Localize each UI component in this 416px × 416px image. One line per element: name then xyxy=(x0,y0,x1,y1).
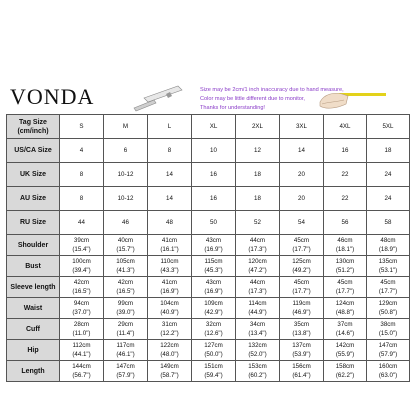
table-cell: 18 xyxy=(367,139,410,163)
cm-value: 43cm xyxy=(205,279,222,286)
inch-value: (15.4") xyxy=(72,246,91,253)
table-cell xyxy=(148,235,192,256)
table-cell: 22 xyxy=(324,163,367,187)
table-row xyxy=(7,187,410,211)
row-label: UK Size xyxy=(7,163,60,187)
table-cell xyxy=(324,319,367,340)
table-cell xyxy=(367,319,410,340)
table-cell xyxy=(60,277,104,298)
table-cell: 50 xyxy=(192,211,236,235)
cm-value: 109cm xyxy=(204,300,223,307)
inch-value: (12.6") xyxy=(204,330,223,337)
cm-value: 130cm xyxy=(335,258,355,265)
table-cell: 20 xyxy=(280,187,324,211)
inch-value: (45.3") xyxy=(204,267,223,274)
table-cell xyxy=(104,235,148,256)
notice-line: Size may be 2cm/1 inch inaccuracy due to hand measure, xyxy=(200,87,344,93)
inch-value: (47.2") xyxy=(248,267,267,274)
cm-value: 38cm xyxy=(380,321,396,328)
row-label: Sleeve length xyxy=(7,277,60,298)
inch-value: (46.1") xyxy=(116,351,135,358)
table-cell: 56 xyxy=(324,211,367,235)
cm-value: 144cm xyxy=(72,363,91,370)
inch-value: (37.0") xyxy=(72,309,91,316)
cm-value: 43cm xyxy=(205,237,222,244)
table-cell xyxy=(192,319,236,340)
cm-value: 112cm xyxy=(72,342,91,349)
table-cell xyxy=(192,340,236,361)
cm-value: 137cm xyxy=(292,342,311,349)
inch-value: (17.7") xyxy=(378,288,398,295)
table-row xyxy=(7,256,410,277)
table-row xyxy=(7,163,410,187)
cm-value: 45cm xyxy=(337,279,353,286)
table-cell: 46 xyxy=(104,211,148,235)
size-column-header: XL xyxy=(192,115,236,139)
table-cell xyxy=(367,277,410,298)
table-cell: 24 xyxy=(367,187,410,211)
inch-value: (53.9") xyxy=(292,351,311,358)
table-cell xyxy=(280,298,324,319)
cm-value: 119cm xyxy=(292,300,311,307)
size-column-header: 2XL xyxy=(236,115,280,139)
cm-value: 142cm xyxy=(335,342,355,349)
table-cell xyxy=(367,256,410,277)
cm-value: 115cm xyxy=(204,258,223,265)
table-cell xyxy=(148,319,192,340)
cm-value: 132cm xyxy=(248,342,267,349)
row-label: US/CA Size xyxy=(7,139,60,163)
cm-value: 41cm xyxy=(161,279,178,286)
table-cell xyxy=(104,340,148,361)
table-cell xyxy=(236,340,280,361)
table-cell xyxy=(104,361,148,382)
inch-value: (46.9") xyxy=(292,309,311,316)
table-cell xyxy=(60,256,104,277)
table-cell: 54 xyxy=(280,211,324,235)
cm-value: 122cm xyxy=(160,342,179,349)
size-chart-table xyxy=(6,114,410,382)
cm-value: 151cm xyxy=(204,363,223,370)
inch-value: (50.0") xyxy=(204,351,223,358)
table-cell xyxy=(60,298,104,319)
cm-value: 41cm xyxy=(161,237,178,244)
row-label: Bust xyxy=(7,256,60,277)
cm-value: 129cm xyxy=(378,300,398,307)
table-row xyxy=(7,319,410,340)
table-cell: 16 xyxy=(192,163,236,187)
row-label: Tag Size (cm/inch) xyxy=(7,115,60,139)
cm-value: 114cm xyxy=(248,300,267,307)
inch-value: (56.7") xyxy=(72,372,91,379)
table-cell: 14 xyxy=(280,139,324,163)
table-cell xyxy=(236,361,280,382)
table-cell: 10-12 xyxy=(104,187,148,211)
table-cell xyxy=(104,298,148,319)
table-cell: 8 xyxy=(148,139,192,163)
cm-value: 37cm xyxy=(337,321,353,328)
cm-value: 153cm xyxy=(248,363,267,370)
size-column-header: 3XL xyxy=(280,115,324,139)
inch-value: (39.0") xyxy=(116,309,135,316)
table-cell xyxy=(192,256,236,277)
inch-value: (57.9") xyxy=(378,351,398,358)
cm-value: 100cm xyxy=(72,258,91,265)
table-cell xyxy=(367,340,410,361)
table-cell: 14 xyxy=(148,187,192,211)
cm-value: 135cm xyxy=(378,258,398,265)
cm-value: 39cm xyxy=(73,237,90,244)
table-cell: 44 xyxy=(60,211,104,235)
inch-value: (16.5") xyxy=(116,288,135,295)
cm-value: 105cm xyxy=(116,258,135,265)
inch-value: (16.5") xyxy=(72,288,91,295)
table-cell xyxy=(324,340,367,361)
inch-value: (18.9") xyxy=(378,246,398,253)
table-cell xyxy=(280,235,324,256)
cm-value: 104cm xyxy=(160,300,179,307)
cm-value: 29cm xyxy=(117,321,134,328)
cm-value: 127cm xyxy=(204,342,223,349)
table-cell xyxy=(324,235,367,256)
table-cell xyxy=(192,235,236,256)
inch-value: (11.0") xyxy=(72,330,91,337)
table-cell xyxy=(367,235,410,256)
table-cell xyxy=(280,256,324,277)
notice-line: Color may be little different due to monitor, xyxy=(200,96,305,102)
ruler-hand-icon xyxy=(318,84,388,112)
cm-value: 45cm xyxy=(380,279,396,286)
cm-value: 35cm xyxy=(293,321,310,328)
inch-value: (17.3") xyxy=(248,288,267,295)
inch-value: (51.2") xyxy=(335,267,355,274)
inch-value: (41.3") xyxy=(116,267,135,274)
cm-value: 120cm xyxy=(248,258,267,265)
table-row xyxy=(7,277,410,298)
notice-line: Thanks for understanding! xyxy=(200,105,265,111)
inch-value: (63.0") xyxy=(378,372,398,379)
inch-value: (15.7") xyxy=(116,246,135,253)
table-row xyxy=(7,139,410,163)
cm-value: 149cm xyxy=(160,363,179,370)
inch-value: (12.2") xyxy=(160,330,179,337)
inch-value: (55.9") xyxy=(335,351,355,358)
table-cell xyxy=(324,256,367,277)
cm-value: 147cm xyxy=(116,363,135,370)
table-cell xyxy=(236,298,280,319)
inch-value: (17.7") xyxy=(292,246,311,253)
inch-value: (62.2") xyxy=(335,372,355,379)
row-label: Hip xyxy=(7,340,60,361)
row-label: Length xyxy=(7,361,60,382)
cm-value: 44cm xyxy=(249,237,266,244)
table-row xyxy=(7,235,410,256)
row-label: RU Size xyxy=(7,211,60,235)
table-cell xyxy=(192,361,236,382)
inch-value: (16.1") xyxy=(160,246,179,253)
inch-value: (14.6") xyxy=(335,330,355,337)
table-cell xyxy=(192,298,236,319)
inch-value: (40.9") xyxy=(160,309,179,316)
table-cell: 22 xyxy=(324,187,367,211)
table-cell xyxy=(236,235,280,256)
inch-value: (13.8") xyxy=(292,330,311,337)
inch-value: (43.3") xyxy=(160,267,179,274)
inch-value: (59.4") xyxy=(204,372,223,379)
table-row xyxy=(7,340,410,361)
table-cell: 24 xyxy=(367,163,410,187)
table-cell xyxy=(280,319,324,340)
table-cell: 4 xyxy=(60,139,104,163)
cm-value: 44cm xyxy=(249,279,266,286)
table-cell: 6 xyxy=(104,139,148,163)
size-column-header: L xyxy=(148,115,192,139)
cm-value: 156cm xyxy=(292,363,311,370)
cm-value: 160cm xyxy=(378,363,398,370)
table-cell xyxy=(236,277,280,298)
inch-value: (48.8") xyxy=(335,309,355,316)
cm-value: 48cm xyxy=(380,237,396,244)
cm-value: 40cm xyxy=(117,237,134,244)
table-cell: 52 xyxy=(236,211,280,235)
measuring-tape-icon xyxy=(126,84,196,112)
inch-value: (52.0") xyxy=(248,351,267,358)
table-cell xyxy=(148,256,192,277)
cm-value: 32cm xyxy=(205,321,222,328)
table-cell: 58 xyxy=(367,211,410,235)
inch-value: (16.9") xyxy=(204,246,223,253)
table-cell xyxy=(60,361,104,382)
inch-value: (16.9") xyxy=(204,288,223,295)
table-cell: 8 xyxy=(60,187,104,211)
inch-value: (39.4") xyxy=(72,267,91,274)
table-cell xyxy=(148,340,192,361)
cm-value: 45cm xyxy=(293,279,310,286)
table-cell: 16 xyxy=(192,187,236,211)
row-label: Waist xyxy=(7,298,60,319)
header xyxy=(0,0,416,112)
table-cell xyxy=(324,298,367,319)
inch-value: (48.0") xyxy=(160,351,179,358)
table-row xyxy=(7,211,410,235)
table-cell xyxy=(367,361,410,382)
table-cell xyxy=(104,277,148,298)
inch-value: (13.4") xyxy=(248,330,267,337)
cm-value: 147cm xyxy=(378,342,398,349)
inch-value: (58.7") xyxy=(160,372,179,379)
table-cell: 10-12 xyxy=(104,163,148,187)
inch-value: (53.1") xyxy=(378,267,398,274)
table-cell: 14 xyxy=(148,163,192,187)
row-label: Cuff xyxy=(7,319,60,340)
cm-value: 45cm xyxy=(293,237,310,244)
inch-value: (49.2") xyxy=(292,267,311,274)
inch-value: (44.1") xyxy=(72,351,91,358)
table-cell xyxy=(324,361,367,382)
table-cell xyxy=(280,277,324,298)
cm-value: 42cm xyxy=(117,279,134,286)
table-cell xyxy=(60,340,104,361)
table-cell xyxy=(60,319,104,340)
table-cell xyxy=(104,256,148,277)
row-label: Shoulder xyxy=(7,235,60,256)
table-cell xyxy=(148,298,192,319)
table-cell xyxy=(192,277,236,298)
row-label: AU Size xyxy=(7,187,60,211)
size-column-header: 4XL xyxy=(324,115,367,139)
table-cell: 18 xyxy=(236,187,280,211)
inch-value: (17.7") xyxy=(335,288,355,295)
cm-value: 110cm xyxy=(160,258,179,265)
cm-value: 46cm xyxy=(337,237,353,244)
table-cell: 48 xyxy=(148,211,192,235)
brand-logo: VONDA xyxy=(10,84,95,109)
cm-value: 124cm xyxy=(335,300,355,307)
cm-value: 158cm xyxy=(335,363,355,370)
table-cell: 16 xyxy=(324,139,367,163)
cm-value: 42cm xyxy=(73,279,90,286)
table-cell: 8 xyxy=(60,163,104,187)
table-cell xyxy=(280,361,324,382)
inch-value: (60.2") xyxy=(248,372,267,379)
inch-value: (44.9") xyxy=(248,309,267,316)
inch-value: (17.7") xyxy=(292,288,311,295)
table-cell xyxy=(324,277,367,298)
inch-value: (16.9") xyxy=(160,288,179,295)
inch-value: (57.9") xyxy=(116,372,135,379)
cm-value: 34cm xyxy=(249,321,266,328)
table-cell xyxy=(367,298,410,319)
table-cell xyxy=(236,319,280,340)
cm-value: 28cm xyxy=(73,321,90,328)
cm-value: 117cm xyxy=(116,342,135,349)
cm-value: 31cm xyxy=(161,321,178,328)
table-row xyxy=(7,298,410,319)
table-cell: 18 xyxy=(236,163,280,187)
table-cell xyxy=(148,361,192,382)
size-column-header: M xyxy=(104,115,148,139)
table-cell xyxy=(104,319,148,340)
table-cell: 12 xyxy=(236,139,280,163)
size-column-header: 5XL xyxy=(367,115,410,139)
cm-value: 125cm xyxy=(292,258,311,265)
cm-value: 94cm xyxy=(73,300,90,307)
table-cell xyxy=(60,235,104,256)
table-cell: 20 xyxy=(280,163,324,187)
inch-value: (18.1") xyxy=(335,246,355,253)
table-row xyxy=(7,361,410,382)
inch-value: (50.8") xyxy=(378,309,398,316)
table-header-row xyxy=(7,115,410,139)
inch-value: (61.4") xyxy=(292,372,311,379)
inch-value: (17.3") xyxy=(248,246,267,253)
table-cell xyxy=(148,277,192,298)
size-column-header: S xyxy=(60,115,104,139)
table-cell xyxy=(236,256,280,277)
cm-value: 99cm xyxy=(117,300,134,307)
inch-value: (11.4") xyxy=(116,330,135,337)
table-cell: 10 xyxy=(192,139,236,163)
inch-value: (42.9") xyxy=(204,309,223,316)
inch-value: (15.0") xyxy=(378,330,398,337)
table-cell xyxy=(280,340,324,361)
